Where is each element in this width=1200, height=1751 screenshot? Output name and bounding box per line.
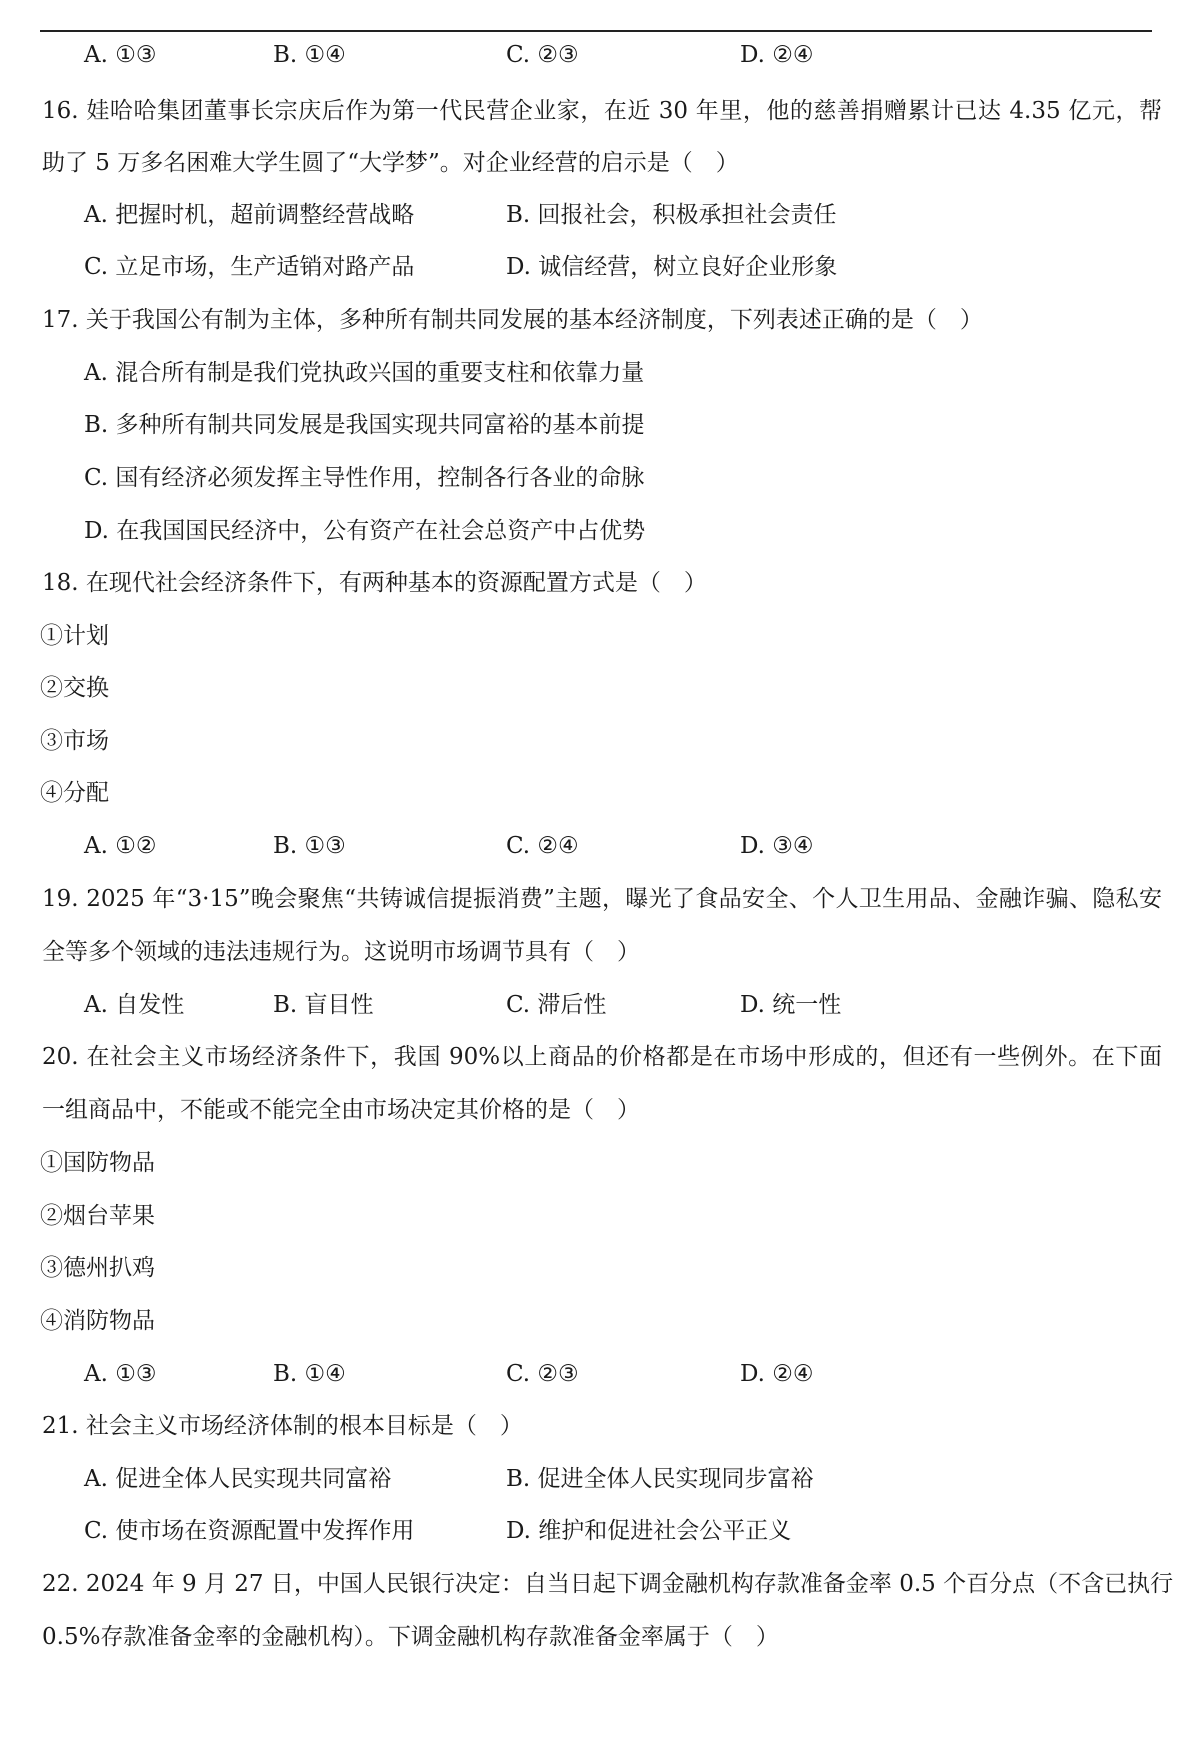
statement-item: ③市场 — [40, 728, 109, 754]
question-stem-cont: 0.5%存款准备金率的金融机构）。下调金融机构存款准备金率属于（ ） — [42, 1624, 779, 1650]
option-a: A. ①③ — [84, 42, 157, 68]
option-d: D. ②④ — [740, 42, 814, 68]
option-b: B. 盲目性 — [273, 992, 374, 1018]
option-c: C. 滞后性 — [506, 992, 607, 1018]
question-stem: 17. 关于我国公有制为主体，多种所有制共同发展的基本经济制度，下列表述正确的是（ ） — [42, 307, 983, 333]
question-stem: 21. 社会主义市场经济体制的根本目标是（ ） — [42, 1413, 523, 1439]
option-c: C. 立足市场，生产适销对路产品 — [84, 254, 415, 280]
option-a: A. 自发性 — [84, 992, 185, 1018]
statement-item: ②烟台苹果 — [40, 1203, 155, 1229]
option-d: D. 在我国国民经济中，公有资产在社会总资产中占优势 — [84, 518, 646, 544]
question-stem: 19. 2025 年“3·15”晚会聚焦“共铸诚信提振消费”主题，曝光了食品安全、个人卫生用品、金融诈骗、隐私安 — [42, 886, 1162, 912]
option-b: B. 促进全体人民实现同步富裕 — [506, 1466, 814, 1492]
option-b: B. 回报社会，积极承担社会责任 — [506, 202, 837, 228]
statement-item: ④分配 — [40, 780, 109, 806]
statement-item: ②交换 — [40, 675, 109, 701]
option-d: D. ②④ — [740, 1361, 814, 1387]
statement-item: ①计划 — [40, 623, 109, 649]
question-stem: 16. 娃哈哈集团董事长宗庆后作为第一代民营企业家，在近 30 年里，他的慈善捐赠累计已达 4.35 亿元，帮 — [42, 98, 1162, 124]
question-stem: 20. 在社会主义市场经济条件下，我国 90%以上商品的价格都是在市场中形成的，但还有一些例外。在下面 — [42, 1044, 1162, 1070]
statement-item: ③德州扒鸡 — [40, 1255, 155, 1281]
option-a: A. 混合所有制是我们党执政兴国的重要支柱和依靠力量 — [84, 360, 645, 386]
question-stem-cont: 助了 5 万多名困难大学生圆了“大学梦”。对企业经营的启示是（ ） — [42, 150, 739, 176]
option-b: B. 多种所有制共同发展是我国实现共同富裕的基本前提 — [84, 412, 645, 438]
option-c: C. 国有经济必须发挥主导性作用，控制各行各业的命脉 — [84, 465, 645, 491]
statement-item: ①国防物品 — [40, 1150, 155, 1176]
top-rule — [40, 30, 1152, 32]
option-c: C. ②③ — [506, 1361, 579, 1387]
question-stem: 18. 在现代社会经济条件下，有两种基本的资源配置方式是（ ） — [42, 570, 707, 596]
question-stem-cont: 一组商品中，不能或不能完全由市场决定其价格的是（ ） — [42, 1097, 640, 1123]
option-d: D. 诚信经营，树立良好企业形象 — [506, 254, 838, 280]
option-b: B. ①④ — [273, 1361, 346, 1387]
option-d: D. ③④ — [740, 833, 814, 859]
option-b: B. ①③ — [273, 833, 346, 859]
question-stem-cont: 全等多个领域的违法违规行为。这说明市场调节具有（ ） — [42, 939, 640, 965]
statement-item: ④消防物品 — [40, 1308, 155, 1334]
option-a: A. 促进全体人民实现共同富裕 — [84, 1466, 392, 1492]
option-c: C. ②④ — [506, 833, 579, 859]
option-a: A. ①② — [84, 833, 157, 859]
option-d: D. 统一性 — [740, 992, 842, 1018]
question-stem: 22. 2024 年 9 月 27 日，中国人民银行决定：自当日起下调金融机构存款准备金率 0.5 个百分点（不含已执行 — [42, 1571, 1174, 1597]
option-c: C. ②③ — [506, 42, 579, 68]
option-d: D. 维护和促进社会公平正义 — [506, 1518, 792, 1544]
option-b: B. ①④ — [273, 42, 346, 68]
option-a: A. ①③ — [84, 1361, 157, 1387]
option-a: A. 把握时机，超前调整经营战略 — [84, 202, 415, 228]
option-c: C. 使市场在资源配置中发挥作用 — [84, 1518, 415, 1544]
